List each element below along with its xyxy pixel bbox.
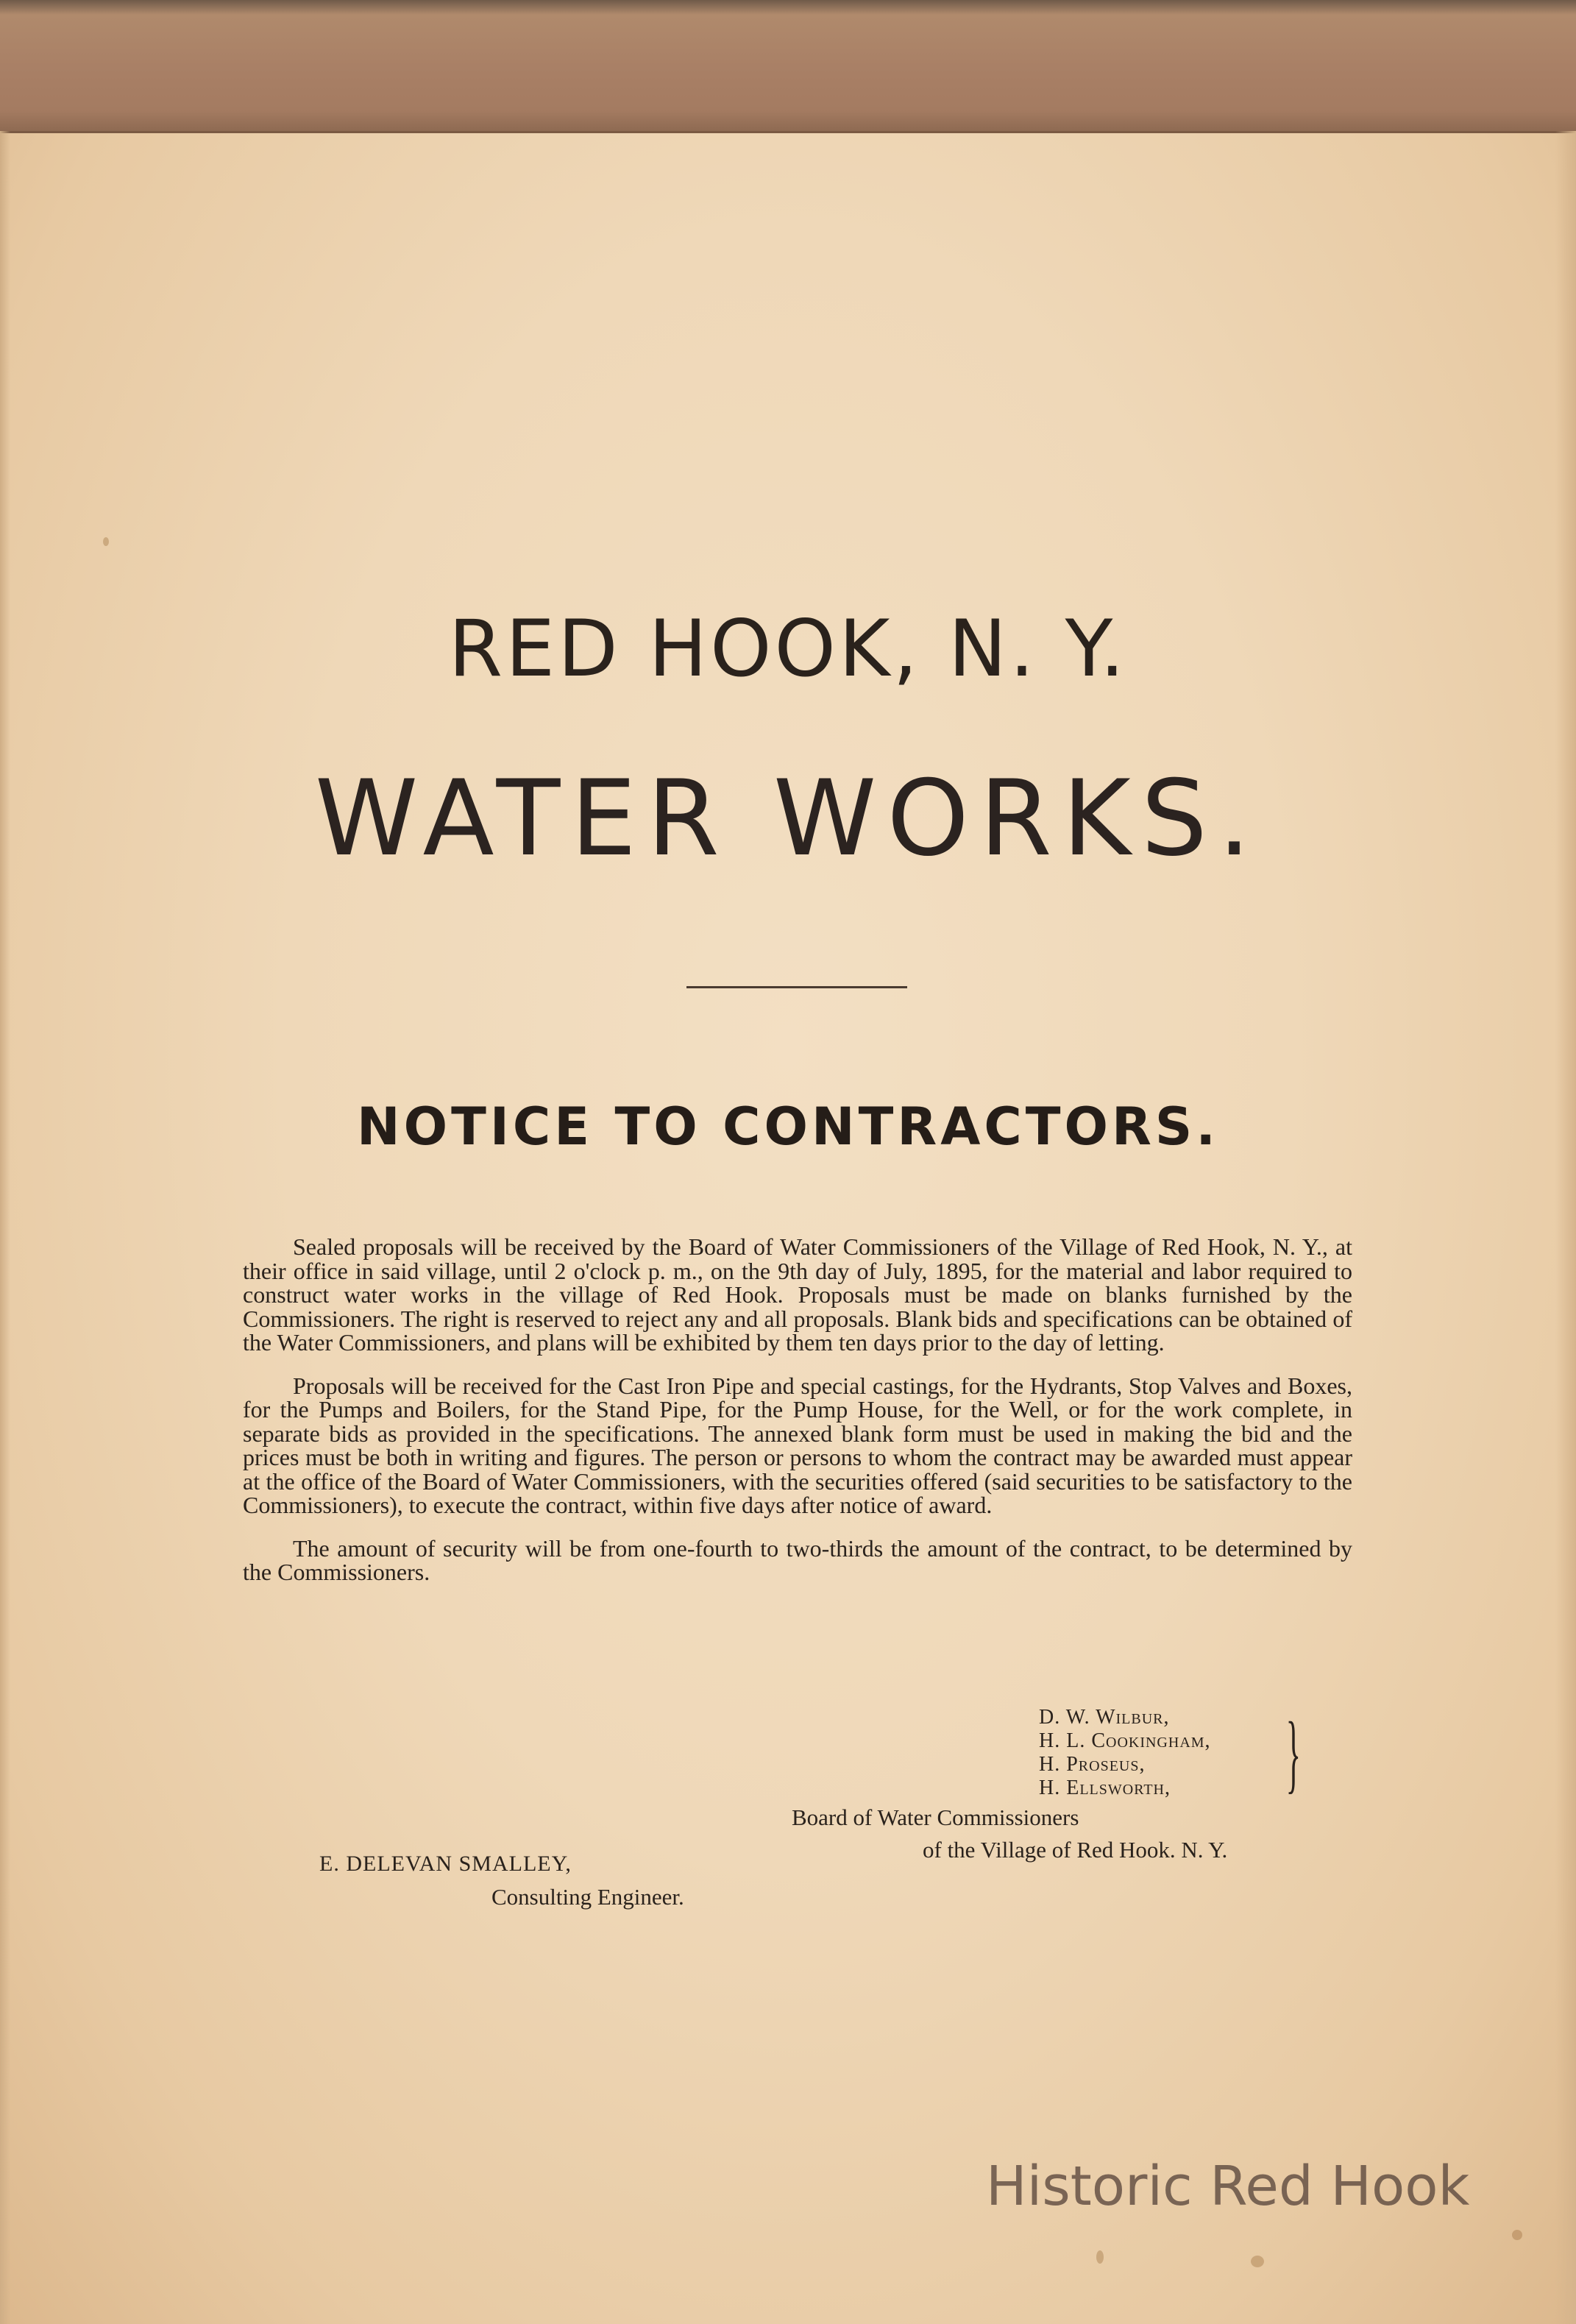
- commissioner-name: H. Ellsworth,: [1039, 1776, 1171, 1799]
- paragraph-proposal-items: Proposals will be received for the Cast Iron Pipe and special castings, for the Hydrants, Stop Valves and Boxes, for the Pumps and Boilers, for the Stand Pipe, for the Pump House, for the Well, or for the work complete, in separate bids as provided in the specifications. The annexed blank form must be used in making the bid and the prices must be both in writing and figures. The person or persons to whom the contract may be awarded must appear at the office of the Board of Water Commissioners, with the securities offered (said securities to be satisfactory to the Commissioners), to execute the contract, within five days after notice of award.: [243, 1372, 1352, 1518]
- engineer-name: E. DELEVAN SMALLEY,: [319, 1852, 572, 1876]
- divider-rule: [686, 986, 907, 988]
- brace-icon: }: [1285, 1704, 1301, 1802]
- commissioner-name: D. W. Wilbur,: [1039, 1706, 1170, 1729]
- board-line-1: Board of Water Commissioners: [792, 1804, 1079, 1830]
- watermark-text: Historic Red Hook: [986, 2155, 1470, 2218]
- paper-stain: [103, 537, 109, 546]
- binding-strip: [0, 0, 1576, 133]
- commissioner-name: H. Proseus,: [1039, 1753, 1146, 1776]
- town-title: RED HOOK, N. Y.: [448, 603, 1128, 694]
- paper-stain: [1512, 2230, 1522, 2240]
- notice-heading: NOTICE TO CONTRACTORS.: [357, 1097, 1219, 1157]
- board-line-2: of the Village of Red Hook. N. Y.: [923, 1837, 1228, 1863]
- commissioner-name: H. L. Cookingham,: [1039, 1729, 1211, 1752]
- commissioners-list: [1039, 1706, 1326, 1800]
- paragraph-sealed-proposals: Sealed proposals will be received by the Board of Water Commissioners of the Village of Red Hook, N. Y., at their office in said village, until 2 o'clock p. m., on the 9th day of July, 1895, for the material and labor required to construct water works in the village of Red Hook. Proposals must be made on blanks furnished by the Commissioners. The right is reserved to reject any and all proposals. Blank bids and specifications can be obtained of the Water Commissioners, and plans will be exhibited by them ten days prior to the day of letting.: [243, 1233, 1352, 1356]
- water-works-title: WATER WORKS.: [314, 758, 1262, 879]
- paragraph-security-amount: The amount of security will be from one-fourth to two-thirds the amount of the contract, to be determined by the Commissioners.: [243, 1534, 1352, 1585]
- notice-body: [243, 1235, 1352, 1604]
- page-edge-left: [0, 131, 10, 2324]
- paper-stain: [1096, 2250, 1104, 2264]
- paper-stain: [1251, 2256, 1264, 2267]
- page-edge-right: [1555, 131, 1576, 2324]
- engineer-title: Consulting Engineer.: [491, 1884, 684, 1910]
